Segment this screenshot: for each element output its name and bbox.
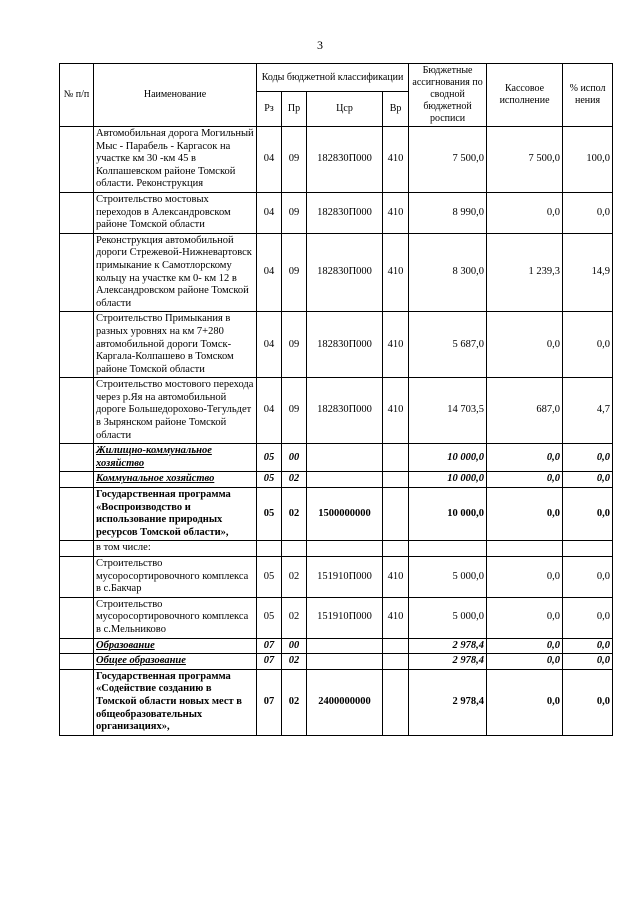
row-pr-cell: 09 <box>282 378 307 444</box>
row-assignment-cell: 14 703,5 <box>409 378 487 444</box>
row-rz-cell: 05 <box>257 472 282 488</box>
row-vr-cell: 410 <box>383 378 409 444</box>
row-percent-cell: 0,0 <box>563 654 613 670</box>
row-cash-cell: 0,0 <box>487 488 563 541</box>
row-assignment-cell: 2 978,4 <box>409 638 487 654</box>
row-pr-cell: 02 <box>282 654 307 670</box>
row-name-cell: Строительство мостовых переходов в Александровском районе Томской области <box>94 192 257 233</box>
row-percent-cell: 0,0 <box>563 192 613 233</box>
row-cash-cell: 0,0 <box>487 472 563 488</box>
row-vr-cell <box>383 654 409 670</box>
header-rz: Рз <box>257 92 282 127</box>
header-csr: Цср <box>307 92 383 127</box>
row-name-cell: Государственная программа «Воспроизводство и использование природных ресурсов Томской области», <box>94 488 257 541</box>
row-percent-cell: 0,0 <box>563 669 613 735</box>
row-csr-cell: 182830П000 <box>307 192 383 233</box>
row-csr-cell: 151910П000 <box>307 557 383 598</box>
row-assignment-cell: 2 978,4 <box>409 654 487 670</box>
row-csr-cell: 2400000000 <box>307 669 383 735</box>
table-row <box>60 472 613 488</box>
row-percent-cell <box>563 541 613 557</box>
row-num-cell <box>60 669 94 735</box>
table-row <box>60 541 613 557</box>
row-rz-cell: 04 <box>257 378 282 444</box>
table-row <box>60 312 613 378</box>
row-cash-cell: 7 500,0 <box>487 127 563 193</box>
table-row <box>60 638 613 654</box>
row-name-cell: в том числе: <box>94 541 257 557</box>
row-pr-cell: 02 <box>282 488 307 541</box>
row-num-cell <box>60 654 94 670</box>
row-name-cell: Общее образование <box>94 654 257 670</box>
row-num-cell <box>60 472 94 488</box>
row-csr-cell: 182830П000 <box>307 312 383 378</box>
row-percent-cell: 14,9 <box>563 233 613 312</box>
row-rz-cell: 07 <box>257 654 282 670</box>
row-cash-cell: 0,0 <box>487 669 563 735</box>
row-cash-cell: 0,0 <box>487 444 563 472</box>
row-rz-cell: 05 <box>257 597 282 638</box>
row-assignment-cell: 10 000,0 <box>409 488 487 541</box>
table-row <box>60 233 613 312</box>
table-row <box>60 597 613 638</box>
row-assignment-cell: 10 000,0 <box>409 444 487 472</box>
row-rz-cell: 07 <box>257 669 282 735</box>
row-vr-cell: 410 <box>383 312 409 378</box>
row-pr-cell: 09 <box>282 192 307 233</box>
row-assignment-cell: 5 687,0 <box>409 312 487 378</box>
table-row <box>60 669 613 735</box>
table-row <box>60 127 613 193</box>
row-percent-cell: 100,0 <box>563 127 613 193</box>
row-csr-cell <box>307 444 383 472</box>
row-percent-cell: 0,0 <box>563 444 613 472</box>
header-num: № п/п <box>60 64 94 127</box>
row-percent-cell: 0,0 <box>563 638 613 654</box>
header-pr: Пр <box>282 92 307 127</box>
row-num-cell <box>60 312 94 378</box>
row-vr-cell <box>383 444 409 472</box>
row-name-cell: Образование <box>94 638 257 654</box>
row-cash-cell: 0,0 <box>487 597 563 638</box>
row-csr-cell <box>307 638 383 654</box>
row-name-cell: Государственная программа «Содействие созданию в Томской области новых мест в общеобразовательных организациях», <box>94 669 257 735</box>
row-cash-cell: 0,0 <box>487 557 563 598</box>
header-assignments: Бюджетные ассигнования по сводной бюджетной росписи <box>409 64 487 127</box>
header-codes-group: Коды бюджетной классификации <box>257 64 409 92</box>
row-rz-cell: 04 <box>257 233 282 312</box>
header-cash: Кассовое исполнение <box>487 64 563 127</box>
page-number: 3 <box>317 38 323 52</box>
row-vr-cell <box>383 638 409 654</box>
row-cash-cell: 0,0 <box>487 312 563 378</box>
row-pr-cell: 02 <box>282 669 307 735</box>
row-num-cell <box>60 192 94 233</box>
row-vr-cell <box>383 472 409 488</box>
header-name: Наименование <box>94 64 257 127</box>
row-rz-cell: 04 <box>257 127 282 193</box>
header-vr: Вр <box>383 92 409 127</box>
row-cash-cell <box>487 541 563 557</box>
row-assignment-cell: 5 000,0 <box>409 557 487 598</box>
row-vr-cell: 410 <box>383 127 409 193</box>
row-csr-cell: 182830П000 <box>307 233 383 312</box>
row-name-cell: Жилищно-коммунальное хозяйство <box>94 444 257 472</box>
row-name-cell: Автомобильная дорога Могильный Мыс - Парабель - Каргасок на участке км 30 -км 45 в Колпашевском районе Томской области. Реконструкция <box>94 127 257 193</box>
row-pr-cell: 02 <box>282 597 307 638</box>
row-percent-cell: 0,0 <box>563 472 613 488</box>
row-percent-cell: 4,7 <box>563 378 613 444</box>
row-num-cell <box>60 597 94 638</box>
row-name-cell: Строительство мостового перехода через р.Яя на автомобильной дороге Большедорохово-Тегульдет в Зырянском районе Томской области <box>94 378 257 444</box>
row-csr-cell <box>307 541 383 557</box>
row-vr-cell: 410 <box>383 192 409 233</box>
row-csr-cell <box>307 472 383 488</box>
row-csr-cell <box>307 654 383 670</box>
row-pr-cell: 02 <box>282 472 307 488</box>
row-assignment-cell: 10 000,0 <box>409 472 487 488</box>
row-pr-cell: 02 <box>282 557 307 598</box>
row-cash-cell: 0,0 <box>487 192 563 233</box>
row-pr-cell: 09 <box>282 233 307 312</box>
row-name-cell: Строительство Примыкания в разных уровнях на км 7+280 автомобильной дороги Томск-Каргала-Колпашево в Томском районе Томской области <box>94 312 257 378</box>
row-rz-cell: 05 <box>257 557 282 598</box>
row-cash-cell: 687,0 <box>487 378 563 444</box>
row-pr-cell <box>282 541 307 557</box>
row-assignment-cell <box>409 541 487 557</box>
row-name-cell: Реконструкция автомобильной дороги Стрежевой-Нижневартовск примыкание к Самотлорскому кольцу на участке км 0- км 12 в Александровском районе Томской области <box>94 233 257 312</box>
row-num-cell <box>60 233 94 312</box>
row-cash-cell: 0,0 <box>487 654 563 670</box>
row-cash-cell: 0,0 <box>487 638 563 654</box>
row-csr-cell: 151910П000 <box>307 597 383 638</box>
row-assignment-cell: 2 978,4 <box>409 669 487 735</box>
row-percent-cell: 0,0 <box>563 597 613 638</box>
row-name-cell: Строительство мусоросортировочного комплекса в с.Бакчар <box>94 557 257 598</box>
row-assignment-cell: 7 500,0 <box>409 127 487 193</box>
row-vr-cell: 410 <box>383 557 409 598</box>
row-percent-cell: 0,0 <box>563 557 613 598</box>
table-row <box>60 488 613 541</box>
row-pr-cell: 09 <box>282 312 307 378</box>
row-rz-cell: 05 <box>257 488 282 541</box>
row-rz-cell: 05 <box>257 444 282 472</box>
row-rz-cell <box>257 541 282 557</box>
row-num-cell <box>60 378 94 444</box>
table-row <box>60 378 613 444</box>
row-vr-cell: 410 <box>383 233 409 312</box>
row-csr-cell: 1500000000 <box>307 488 383 541</box>
row-rz-cell: 07 <box>257 638 282 654</box>
row-assignment-cell: 8 300,0 <box>409 233 487 312</box>
row-assignment-cell: 5 000,0 <box>409 597 487 638</box>
row-cash-cell: 1 239,3 <box>487 233 563 312</box>
row-vr-cell: 410 <box>383 597 409 638</box>
table-body <box>60 127 613 736</box>
row-num-cell <box>60 638 94 654</box>
row-percent-cell: 0,0 <box>563 488 613 541</box>
row-csr-cell: 182830П000 <box>307 378 383 444</box>
row-pr-cell: 09 <box>282 127 307 193</box>
row-name-cell: Коммунальное хозяйство <box>94 472 257 488</box>
row-num-cell <box>60 488 94 541</box>
row-vr-cell <box>383 669 409 735</box>
row-name-cell: Строительство мусоросортировочного комплекса в с.Мельниково <box>94 597 257 638</box>
row-num-cell <box>60 127 94 193</box>
row-csr-cell: 182830П000 <box>307 127 383 193</box>
table-row <box>60 444 613 472</box>
row-num-cell <box>60 557 94 598</box>
row-num-cell <box>60 541 94 557</box>
row-pr-cell: 00 <box>282 638 307 654</box>
row-vr-cell <box>383 541 409 557</box>
row-assignment-cell: 8 990,0 <box>409 192 487 233</box>
table-row <box>60 192 613 233</box>
table-row <box>60 654 613 670</box>
table-row <box>60 557 613 598</box>
row-percent-cell: 0,0 <box>563 312 613 378</box>
row-vr-cell <box>383 488 409 541</box>
row-pr-cell: 00 <box>282 444 307 472</box>
header-percent: % испол нения <box>563 64 613 127</box>
row-num-cell <box>60 444 94 472</box>
row-rz-cell: 04 <box>257 312 282 378</box>
row-rz-cell: 04 <box>257 192 282 233</box>
budget-table <box>59 63 613 736</box>
